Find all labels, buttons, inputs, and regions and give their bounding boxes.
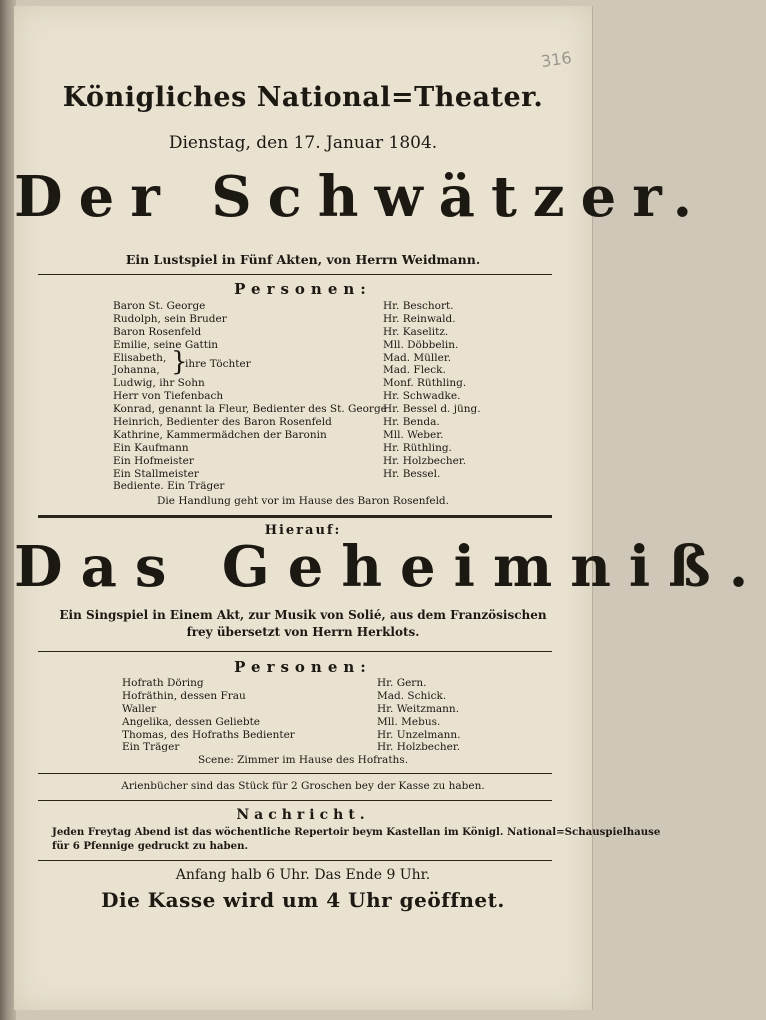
cast-row bbox=[113, 442, 493, 455]
play2-subtitle-line1: Ein Singspiel in Einem Akt, zur Musik von Solié, aus dem Französischen bbox=[59, 608, 547, 622]
cast-role: Angelika, dessen Geliebte bbox=[122, 715, 261, 728]
cast-actor: Mad. Schick. bbox=[377, 689, 447, 702]
cast-row bbox=[113, 455, 493, 468]
play2-setting: Scene: Zimmer im Hause des Hofraths. bbox=[197, 754, 409, 766]
cast-row bbox=[113, 300, 493, 313]
nachricht-heading: Nachricht. bbox=[236, 807, 370, 823]
nachricht-line1: Jeden Freytag Abend ist das wöchentliche Repertoir beym Kastellan im Königl. National=Schauspielhause bbox=[52, 826, 661, 838]
play2-title: Das Geheimniß. bbox=[14, 534, 766, 600]
cast-actor: Hr. Bessel d. jüng. bbox=[383, 403, 481, 416]
cast-role: Ein Stallmeister bbox=[113, 467, 199, 480]
theatre-name: Königliches National=Theater. bbox=[62, 82, 544, 113]
cast-actor: Mad. Fleck. bbox=[383, 364, 446, 377]
play1-setting: Die Handlung geht vor im Hause des Baron Rosenfeld. bbox=[157, 495, 449, 507]
cast-row bbox=[122, 690, 502, 703]
cast-actor: Mll. Döbbelin. bbox=[383, 338, 459, 351]
cast-actor: Hr. Holzbecher. bbox=[383, 454, 467, 467]
cast-role: Elisabeth, bbox=[113, 351, 167, 364]
divider bbox=[38, 515, 552, 518]
play2-personen-heading: Personen: bbox=[234, 658, 372, 676]
pencil-annotation: 316 bbox=[540, 47, 574, 72]
cast-row bbox=[113, 339, 493, 352]
play1-title: Der Schwätzer. bbox=[14, 164, 709, 230]
play2-subtitle-line2: frey übersetzt von Herrn Herklots. bbox=[186, 625, 420, 639]
cast-row bbox=[113, 313, 493, 326]
cast-row bbox=[122, 741, 502, 754]
cast-row bbox=[113, 416, 493, 429]
cast-actor: Mad. Müller. bbox=[383, 351, 452, 364]
play1-subtitle: Ein Lustspiel in Fünf Akten, von Herrn Weidmann. bbox=[125, 252, 481, 267]
divider bbox=[38, 773, 552, 774]
cast-row bbox=[113, 403, 493, 416]
cast-actor: Mll. Weber. bbox=[383, 428, 444, 441]
playbill-sheet bbox=[14, 6, 766, 1010]
cast-actor: Hr. Gern. bbox=[377, 677, 427, 689]
cast-actor: Hr. Reinwald. bbox=[383, 312, 456, 325]
cast-actor: Hr. Beschort. bbox=[383, 300, 454, 312]
cast-role: Konrad, genannt la Fleur, Bedienter des St. George bbox=[113, 403, 387, 416]
cast-role: Hofräthin, dessen Frau bbox=[122, 689, 246, 702]
cast-row bbox=[113, 377, 493, 390]
cast-actor: Hr. Holzbecher. bbox=[377, 741, 461, 754]
performance-times: Anfang halb 6 Uhr. Das Ende 9 Uhr. bbox=[175, 867, 431, 883]
cast-role: Herr von Tiefenbach bbox=[113, 390, 224, 403]
divider bbox=[38, 860, 552, 861]
cast-role: Johanna, bbox=[113, 364, 160, 377]
nachricht-line2: für 6 Pfennige gedruckt zu haben. bbox=[52, 840, 249, 852]
cast-row bbox=[113, 429, 493, 442]
play1-cast-list bbox=[113, 300, 493, 493]
cast-role: Baron St. George bbox=[113, 300, 206, 312]
cast-actor: Hr. Unzelmann. bbox=[377, 728, 461, 741]
play1-personen-heading: Personen: bbox=[234, 280, 372, 298]
cast-row bbox=[113, 326, 493, 339]
cast-actor: Hr. Schwadke. bbox=[383, 390, 461, 403]
cast-actor: Mll. Mebus. bbox=[377, 715, 441, 728]
divider bbox=[38, 274, 552, 275]
cast-row bbox=[122, 703, 502, 716]
performance-date: Dienstag, den 17. Januar 1804. bbox=[168, 133, 438, 153]
cast-row bbox=[113, 390, 493, 403]
cast-role: Ein Träger bbox=[122, 741, 180, 754]
cast-row bbox=[113, 468, 493, 481]
cast-row bbox=[113, 480, 493, 493]
cast-row bbox=[122, 677, 502, 690]
cast-role: Baron Rosenfeld bbox=[113, 325, 202, 338]
brace-symbol: } bbox=[171, 347, 188, 377]
cast-role: Emilie, seine Gattin bbox=[113, 338, 219, 351]
cast-role: Ludwig, ihr Sohn bbox=[113, 377, 205, 390]
cast-role: Thomas, des Hofraths Bedienter bbox=[122, 728, 295, 741]
cast-role: Ein Kaufmann bbox=[113, 441, 189, 454]
cast-role: Waller bbox=[122, 702, 157, 715]
cast-role: Kathrine, Kammermädchen der Baronin bbox=[113, 428, 327, 441]
cast-row bbox=[113, 364, 493, 377]
cast-actor: Hr. Bessel. bbox=[383, 467, 441, 480]
play2-intro: Hierauf: bbox=[264, 523, 342, 538]
brace-label: ihre Töchter bbox=[185, 358, 251, 370]
cast-role: Hofrath Döring bbox=[122, 677, 204, 689]
divider bbox=[38, 651, 552, 652]
cast-actor: Hr. Kaselitz. bbox=[383, 325, 449, 338]
cast-role: Rudolph, sein Bruder bbox=[113, 312, 227, 325]
cast-row bbox=[122, 729, 502, 742]
cast-role: Heinrich, Bedienter des Baron Rosenfeld bbox=[113, 416, 332, 429]
cast-row bbox=[122, 716, 502, 729]
box-office-opening: Die Kasse wird um 4 Uhr geöffnet. bbox=[101, 888, 505, 912]
cast-role: Bediente. Ein Träger bbox=[113, 480, 225, 493]
divider bbox=[38, 800, 552, 801]
cast-role: Ein Hofmeister bbox=[113, 454, 194, 467]
cast-actor: Hr. Benda. bbox=[383, 416, 440, 429]
cast-row bbox=[113, 352, 493, 365]
cast-actor: Hr. Rüthling. bbox=[383, 441, 452, 454]
cast-actor: Monf. Rüthling. bbox=[383, 377, 467, 390]
play2-cast-list bbox=[122, 677, 502, 754]
arien-note: Arienbücher sind das Stück für 2 Groschen bey der Kasse zu haben. bbox=[121, 780, 485, 792]
cast-actor: Hr. Weitzmann. bbox=[377, 702, 460, 715]
